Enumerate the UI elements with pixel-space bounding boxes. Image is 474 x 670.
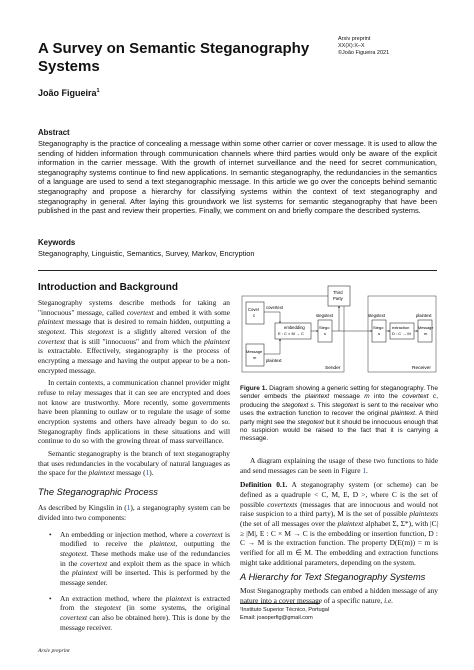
figure-link[interactable]: 1 xyxy=(362,465,367,475)
label-covertext: covertext xyxy=(266,305,283,310)
paragraph: Most Steganography methods can embed a hidden message of any nature into a cover message of a specific nature, i.e. xyxy=(240,585,438,605)
label-stego-receiver-s: s xyxy=(378,331,380,336)
preprint-line: ©João Figueira 2021 xyxy=(338,50,390,56)
citation-link[interactable]: 1 xyxy=(145,468,150,478)
label-stego-receiver: Stego xyxy=(373,325,384,330)
author-name xyxy=(38,88,100,98)
label-message: Message xyxy=(246,349,263,354)
subsection-title: The Steganographic Process xyxy=(38,486,158,497)
section-divider xyxy=(38,270,437,271)
steganography-diagram xyxy=(240,284,438,380)
paragraph: As described by Kingslin in (1), a steganography system can be divided into two components: xyxy=(38,503,230,523)
label-embedding: embedding xyxy=(284,325,305,330)
label-message-receiver: Message xyxy=(418,326,434,330)
citation-link[interactable]: 1 xyxy=(126,503,131,513)
paragraph: In certain contexts, a communication channel provider might refuse to relay messages that it can see are encrypted and does not know are trustworthy. More recently, some governments have been planning to outlaw or to regulate the usage of some encryption systems and others have already begun to do so. Steganography finds applications in these situations and will continue to do so with the growing threat of mass surveillance. xyxy=(38,378,230,446)
paragraph: Semantic steganography is the branch of text steganography that uses redundancies in the vocabulary of natural languages as the space for the plaintext message (1). xyxy=(38,448,230,478)
paragraph: Steganography systems describe methods for taking an "innocuous" message, called covertext and embed it with some plaintext message that is desired to remain hidden, outputting a stegotext. This stegotext is a slightly altered version of the covertext that is still "innocuous" and from which the plaintext is extractable. Effectively, steganography is the process of encrypting a message and having the output appear to be a non-encrypted message. xyxy=(38,298,230,375)
label-plaintext-receiver: plaintext xyxy=(416,313,432,318)
preprint-line: XX(X):X–X xyxy=(338,43,365,49)
label-plaintext: plaintext xyxy=(266,358,282,363)
preprint-info xyxy=(338,36,448,57)
paragraph: A diagram explaining the usage of these two functions to hide and send messages can be seen in Figure 1. xyxy=(240,456,438,475)
email: Email: joaoperfig@gmail.com xyxy=(240,615,313,621)
label-message-m: m xyxy=(253,355,257,360)
label-message-receiver-m: m xyxy=(424,331,428,336)
definition: Definition 0.1. A steganography system (or scheme) can be defined as a quadruple < C, M, E, D >, where C is the set of possible covertexts (messages that are innocuous and would not raise suspicion to a third party), M is the set of possible plaintexts (the set of all messages over the plaintext alphabet Σ, Σ*), with |C| ≥ |M|, E : C × M → C is the embedding or insertion function, D : C → M is the extraction function. The property D(E(m)) = m is verified for all m ∈ M. The embedding and extraction functions might take additional parameters, depending on the system. xyxy=(240,480,439,567)
label-stegotext-receiver: stegotext xyxy=(368,313,385,318)
abstract-text: Steganography is the practice of concealing a message within some other carrier or cover message. It is used to allow the sending of hidden information through communication channels where third parties would only be aware of the explicit information in the carrier message. With the growth of internet surveillance and the need for secret communication, steganography systems continue to find new applications. In semantic steganography, the redundancies in the semantics of a language are used to send a text steganographic message. In this article we go over the concepts behind semantic steganography and propose a hierarchy for classifying systems within the context of text steganography and steganography in general. After laying this groundwork we list systems for semantic steganography that have been published in the past and review their properties. Finally, we comment on and briefly compare the described systems. xyxy=(38,139,437,216)
left-column-body xyxy=(38,298,230,632)
preprint-line: Arxiv preprint xyxy=(338,36,371,42)
list-item: • An extraction method, where the plaintext is extracted from the stegotext (in some systems, the original covertext can also be obtained here). This is done by the message receiver. xyxy=(38,594,230,633)
section-title-introduction: Introduction and Background xyxy=(38,282,178,293)
label-cover: Cover xyxy=(248,307,260,312)
author-name-text: João Figueira xyxy=(38,88,97,98)
label-party: Party xyxy=(333,296,343,301)
footnote-rule xyxy=(240,603,320,604)
subsection-title: A Hierarchy for Text Steganography Systems xyxy=(240,572,426,583)
label-extraction: extraction xyxy=(392,325,410,330)
label-receiver: Receiver xyxy=(412,366,431,371)
right-column-body xyxy=(240,456,438,605)
component-list xyxy=(38,530,230,633)
page-footer: Arxiv preprint xyxy=(38,648,70,654)
affiliation: ¹Instituto Superior Técnico, Portugal xyxy=(240,607,330,613)
author-affiliation-mark: 1 xyxy=(96,88,100,94)
label-third: Third xyxy=(333,290,343,295)
label-stegotext: stegotext xyxy=(316,313,333,318)
label-sender: Sender xyxy=(325,366,341,371)
abstract-heading: Abstract xyxy=(38,128,70,137)
list-item: • An embedding or injection method, where a covertext is modified to receive the plaintext, outputting the stegotext. These methods make use of the redundancies in the covertext and exploit them as the space in which the plaintext will be inserted. This is performed by the message sender. xyxy=(38,530,230,588)
label-cover-c: c xyxy=(253,313,256,318)
label-extraction-fn: D : C → M xyxy=(392,331,411,336)
label-embedding-fn: E : C × M → C xyxy=(278,331,304,336)
footnote xyxy=(240,606,440,622)
keywords-heading: Keywords xyxy=(38,238,76,247)
paper-title: A Survey on Semantic Steganography Systems xyxy=(38,40,310,75)
label-stego-s: s xyxy=(324,331,326,336)
keywords-text: Steganography, Linguistic, Semantics, Survey, Markov, Encryption xyxy=(38,249,255,258)
label-stego: Stego xyxy=(319,325,330,330)
figure-caption: Figure 1. Diagram showing a generic setting for steganography. The sender embeds the plaintext message m into the covertext c, producing the stegotext s. This stegotext is sent to the receiver who uses the extraction function to recover the original plaintext. A third party might see the stegotext but it should be innocuous enough that no suspicion would be raised to the fact that it is carrying a message. xyxy=(240,385,439,443)
